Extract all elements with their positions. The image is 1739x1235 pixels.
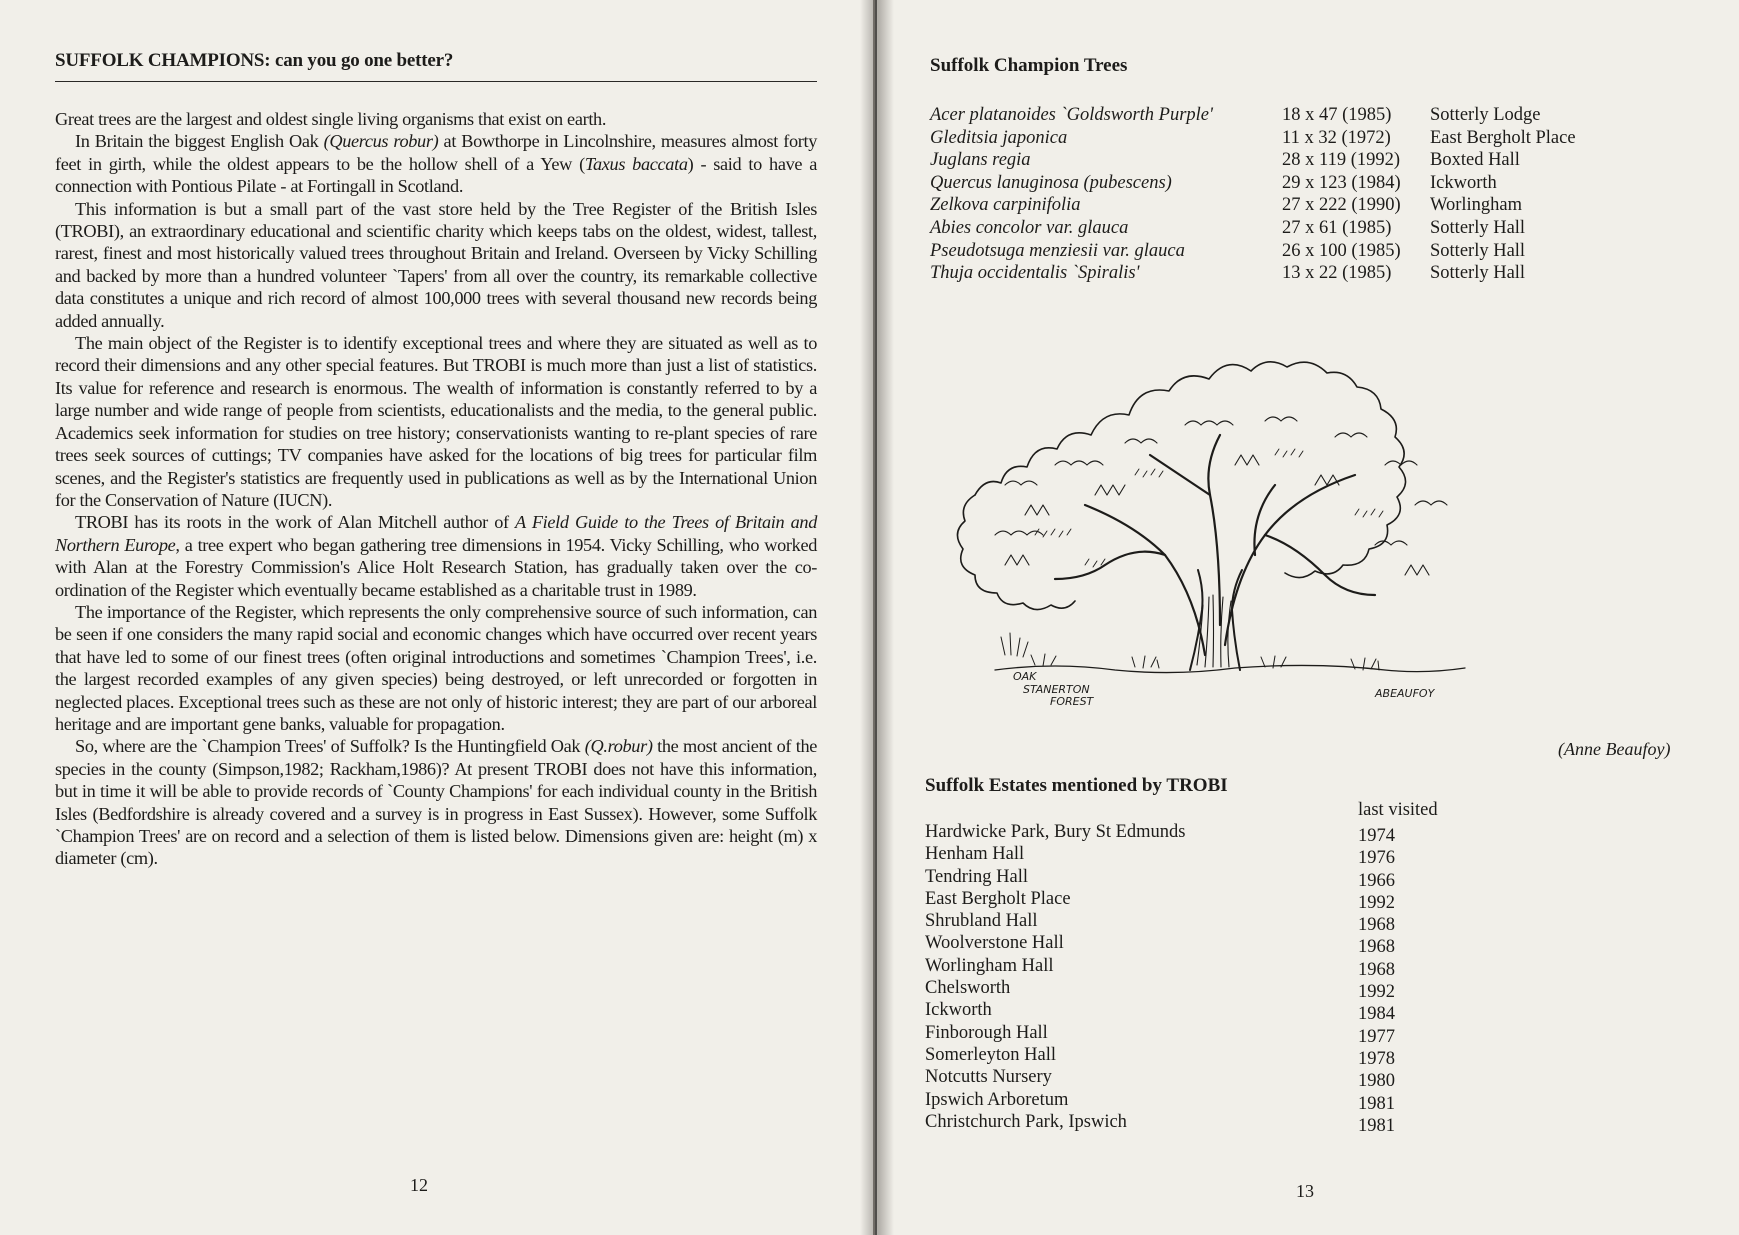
paragraph-3 <box>55 198 817 332</box>
estate-year: 1968 <box>1358 959 1395 980</box>
paragraph-5 <box>55 511 817 601</box>
dimensions: 29 x 123 (1984) <box>1282 172 1401 193</box>
estate-name: Worlingham Hall <box>925 955 1054 976</box>
species: Gleditsia japonica <box>930 127 1068 148</box>
dimensions: 26 x 100 (1985) <box>1282 240 1401 261</box>
article-body <box>55 108 817 870</box>
paragraph-6 <box>55 601 817 735</box>
latin-name: (Q.robur) <box>584 736 653 757</box>
estate-year: 1974 <box>1358 826 1395 846</box>
paragraph-text: a tree expert who began gathering tree dimensions in 1954. Vicky Schilling, who worked with Alan at the Forestry Commission's Alice Holt Research Station, has gradually taken over the co-ordination of the Register which eventually became established as a charitable trust in 1989. <box>55 534 818 600</box>
estate-year: 1984 <box>1358 1004 1395 1025</box>
page-number-right: 13 <box>1296 1181 1314 1201</box>
dimensions: 18 x 47 (1985) <box>1282 105 1392 125</box>
estate-name: Somerleyton Hall <box>925 1044 1057 1065</box>
estate-year: 1980 <box>1358 1071 1395 1092</box>
estate-year: 1978 <box>1358 1048 1395 1069</box>
paragraph-text: Great trees are the largest and oldest single living organisms that exist on earth. <box>55 109 607 129</box>
location: Sotterly Lodge <box>1430 105 1541 125</box>
location: Sotterly Hall <box>1430 263 1526 284</box>
species: Juglans regia <box>930 150 1031 171</box>
dimensions: 28 x 119 (1992) <box>1282 150 1401 171</box>
estate-name: Ipswich Arboretum <box>925 1089 1069 1110</box>
estate-year: 1977 <box>1358 1026 1395 1047</box>
estate-year: 1981 <box>1358 1093 1395 1114</box>
estate-name: Notcutts Nursery <box>925 1067 1052 1088</box>
illustration-caption-1: OAK <box>1013 670 1037 683</box>
estate-name: Tendring Hall <box>925 866 1028 887</box>
estate-name: Henham Hall <box>925 844 1025 865</box>
species: Zelkova carpinifolia <box>930 195 1081 216</box>
latin-name: (Quercus robur) <box>323 131 439 152</box>
paragraph-text: the most ancient of the species in the county (Simpson,1982; Rackham,1986)? At present TROBI does not have this information, but in time it will be able to provide records of `County Champions' for each individual county in the British Isles (Bedfordshire is already covered and a survey is in progress in East Sussex). However, some Suffolk `Champion Trees' are on record and a selection of them is listed below. Dimensions given are: height (m) x diameter (cm). <box>55 736 817 869</box>
species: Quercus lanuginosa (pubescens) <box>930 172 1172 193</box>
artist-signature: ABEAUFOY <box>1375 687 1435 700</box>
dimensions: 27 x 222 (1990) <box>1282 195 1401 216</box>
location: Worlingham <box>1430 195 1523 216</box>
oak-tree-illustration <box>935 325 1535 715</box>
estate-name: Christchurch Park, Ipswich <box>925 1111 1127 1132</box>
dimensions: 27 x 61 (1985) <box>1282 217 1392 238</box>
paragraph-1 <box>55 108 817 130</box>
estate-year: 1966 <box>1358 870 1395 891</box>
paragraph-7 <box>55 735 817 869</box>
ground-line <box>995 665 1465 672</box>
species: Acer platanoides `Goldsworth Purple' <box>930 105 1213 125</box>
paragraph-text: In Britain the biggest English Oak <box>75 131 324 152</box>
illustration-caption-2: STANERTON <box>1023 683 1090 696</box>
estate-year: 1968 <box>1358 937 1395 958</box>
paragraph-text: ) - said to have a connection with Pontious Pilate - at Fortingall in Scotland. <box>55 153 817 197</box>
location: Sotterly Hall <box>1430 240 1526 261</box>
canopy-outline <box>975 362 1406 578</box>
estate-year: 1992 <box>1358 892 1395 913</box>
page-number-left: 12 <box>410 1175 428 1195</box>
location: Ickworth <box>1430 172 1497 193</box>
location: Boxted Hall <box>1430 150 1520 171</box>
estate-name: Hardwicke Park, Bury St Edmunds <box>925 822 1186 842</box>
last-visited-label: last visited <box>1358 800 1438 820</box>
paragraph-text: TROBI has its roots in the work of Alan Mitchell author of <box>75 512 516 533</box>
latin-name: Taxus baccata <box>584 153 688 174</box>
location: Sotterly Hall <box>1430 217 1526 238</box>
champion-trees-title: Suffolk Champion Trees <box>930 55 1128 76</box>
estate-year: 1976 <box>1358 848 1395 869</box>
paragraph-text: at Bowthorpe in Lincolnshire, measures almost forty feet in girth, while the oldest appears to be the hollow shell of a Yew ( <box>55 131 818 174</box>
paragraph-2 <box>55 130 817 197</box>
estates-title: Suffolk Estates mentioned by TROBI <box>925 775 1228 796</box>
paragraph-4 <box>55 332 817 511</box>
article-title: SUFFOLK CHAMPIONS: can you go one better? <box>55 50 817 82</box>
estate-year: 1981 <box>1358 1115 1395 1136</box>
paragraph-text: The importance of the Register, which represents the only comprehensive source of such information, can be seen if one considers the many rapid social and economic changes which have occurred over recent years that have led to some of our finest trees (often original introductions and sometimes `Champion Trees', i.e. the largest recorded examples of any given species) being destroyed, or left unrecorded or forgotten in neglected places. Exceptional trees such as these are not only of historic interest; they are part of our arboreal heritage and are important gene banks, valuable for propagation. <box>55 601 817 734</box>
estate-name: Shrubland Hall <box>925 911 1038 932</box>
estate-name: Ickworth <box>925 1000 992 1021</box>
location: East Bergholt Place <box>1430 127 1576 148</box>
species: Thuja occidentalis `Spiralis' <box>930 263 1140 284</box>
estate-name: Chelsworth <box>925 978 1011 999</box>
estate-year: 1992 <box>1358 982 1395 1003</box>
dimensions: 13 x 22 (1985) <box>1282 263 1392 284</box>
estate-name: Finborough Hall <box>925 1022 1048 1043</box>
dimensions: 11 x 32 (1972) <box>1282 127 1391 148</box>
estate-name: East Bergholt Place <box>925 888 1071 909</box>
illustration-caption-3: FOREST <box>1050 695 1094 708</box>
paragraph-text: The main object of the Register is to identify exceptional trees and where they are situated as well as to record their dimensions and any other special features. But TROBI is much more than just a list of statistics. Its value for reference and research is enormous. The wealth of information is constantly referred to by a large number and wide range of people from scientists, educationalists and the media, to the general public. Academics seek information for studies on tree history; conservationists wanting to re-plant species of rare trees seek sources of cuttings; TV companies have asked for the locations of big trees for particular film scenes, and the Register's statistics are frequently used in publications as well as by the International Union for the Conservation of Nature (IUCN). <box>55 333 817 510</box>
estate-name: Woolverstone Hall <box>925 933 1064 954</box>
paragraph-text: This information is but a small part of the vast store held by the Tree Register of the British Isles (TROBI), an extraordinary educational and scientific charity which keeps tabs on the oldest, widest, tallest, rarest, finest and most historically valued trees throughout Britain and Ireland. Overseen by Vicky Schilling and backed by more than a hundred volunteer `Tapers' from all over the country, its remarkable collective data constitutes a unique and rich record of almost 100,000 trees with several thousand new records being added annually. <box>55 198 817 331</box>
illustration-credit: (Anne Beaufoy) <box>1558 739 1671 759</box>
estate-year: 1968 <box>1358 915 1395 936</box>
book-title: A Field Guide to the Trees of Britain and Northern Europe, <box>55 512 817 555</box>
species: Abies concolor var. glauca <box>930 217 1129 238</box>
species: Pseudotsuga menziesii var. glauca <box>930 240 1185 261</box>
paragraph-text: So, where are the `Champion Trees' of Suffolk? Is the Huntingfield Oak <box>75 736 585 757</box>
